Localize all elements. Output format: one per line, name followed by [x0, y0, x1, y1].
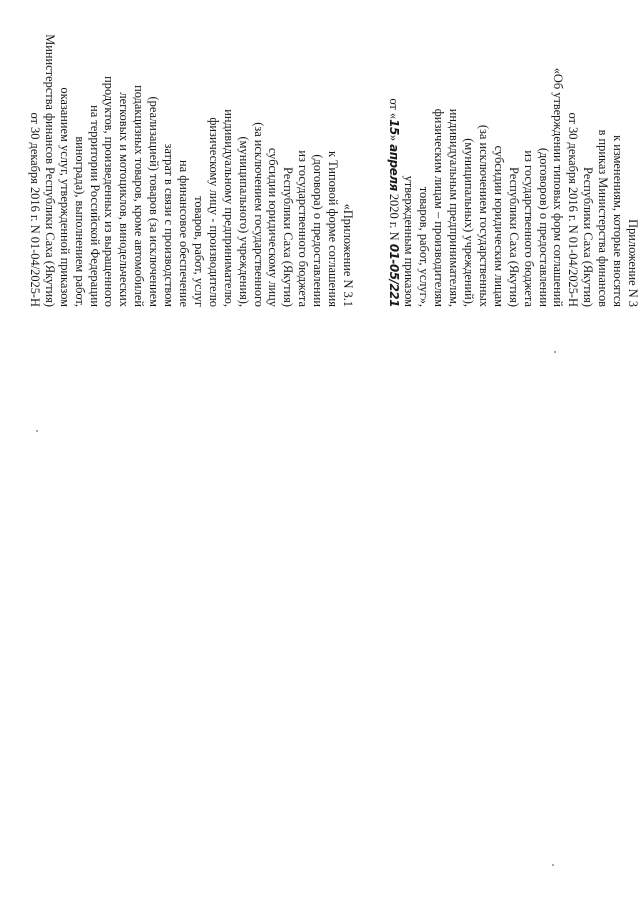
appendix-line: (за исключением государственных [476, 124, 491, 307]
appendix-line: (муниципальных) учреждений), [462, 138, 477, 307]
appendix-line: индивидуальному предпринимателю, [221, 109, 236, 307]
appendix-line: Республики Саха (Якутия) [506, 167, 521, 307]
appendix-line: из государственного бюджета [521, 150, 536, 307]
scan-speck [554, 351, 556, 353]
appendix-line: от 30 декабря 2016 г. N 01-04/2025-Н [27, 112, 42, 307]
appendix-line: продуктов, произведенных из выращенного [102, 76, 117, 307]
appendix-line: из государственного бюджета [296, 150, 311, 307]
appendix-line: «Приложение N 3.1 [341, 203, 355, 307]
appendix-line: Приложение N 3 [626, 219, 640, 307]
appendix-line: физическому лицу - производителю [206, 117, 221, 307]
appendix-line: Республики Саха (Якутия) [581, 167, 596, 307]
appendix-line: товаров, работ, услуг», [417, 186, 432, 307]
appendix-line: товаров, работ, услуг [191, 196, 206, 307]
appendix-line: в приказ Министерства финансов [596, 129, 611, 307]
appendix-line: субсидии юридическому лицу [266, 147, 281, 307]
appendix-line: подакцизных товаров, кроме автомобилей [132, 85, 147, 307]
appendix-line: легковых и мотоциклов, винодельческих [117, 92, 132, 307]
appendix-line: к Типовой форме соглашения [326, 150, 341, 307]
appendix-line: оказанием услуг, утвержденной приказом [57, 87, 72, 307]
appendix-line: утвержденным приказом [402, 175, 417, 307]
appendix-line: (муниципального) учреждения), [236, 136, 251, 307]
appendix-3-1-header [27, 34, 355, 307]
appendix-line: Министерства финансов Республики Саха (Якутия) [42, 34, 57, 307]
appendix-line: винограда), выполнением работ, [72, 136, 87, 307]
appendix-line: затрат в связи с производством [162, 143, 177, 307]
scan-speck [36, 430, 38, 432]
appendix-line: индивидуальным предпринимателям, [447, 108, 462, 307]
appendix-line: на территории Российской Федерации [87, 105, 102, 307]
scan-speck [552, 864, 554, 866]
appendix-line: «Об утверждении типовых форм соглашений [551, 67, 566, 307]
handwritten-month: апреля [387, 144, 402, 191]
appendix-line: (договора) о предоставлении [311, 154, 326, 307]
appendix-line: на финансовое обеспечение [177, 159, 192, 307]
appendix-line: от 30 декабря 2016 г. N 01-04/2025-Н [566, 112, 581, 307]
handwritten-order-number: 01-05/221 [387, 243, 402, 307]
handwritten-day: 15 [387, 119, 402, 135]
appendix-line: физическим лицам – производителям [432, 108, 447, 307]
appendix-3-header [387, 68, 640, 307]
appendix-line: (реализацией) товаров (за исключением [147, 96, 162, 307]
year-number-label: 2020 г. N [387, 193, 402, 241]
appendix-line: Республики Саха (Якутия) [281, 167, 296, 307]
appendix-line: субсидии юридическим лицам [491, 145, 506, 307]
appendix-line: (за исключением государственного [251, 122, 266, 307]
appendix-line: (договоров) о предоставлении [536, 147, 551, 307]
date-prefix: от « [387, 98, 402, 120]
date-quote: » [387, 134, 402, 142]
appendix-line: к изменениям, которые вносятся [611, 135, 626, 307]
order-date-number-line [387, 68, 402, 307]
